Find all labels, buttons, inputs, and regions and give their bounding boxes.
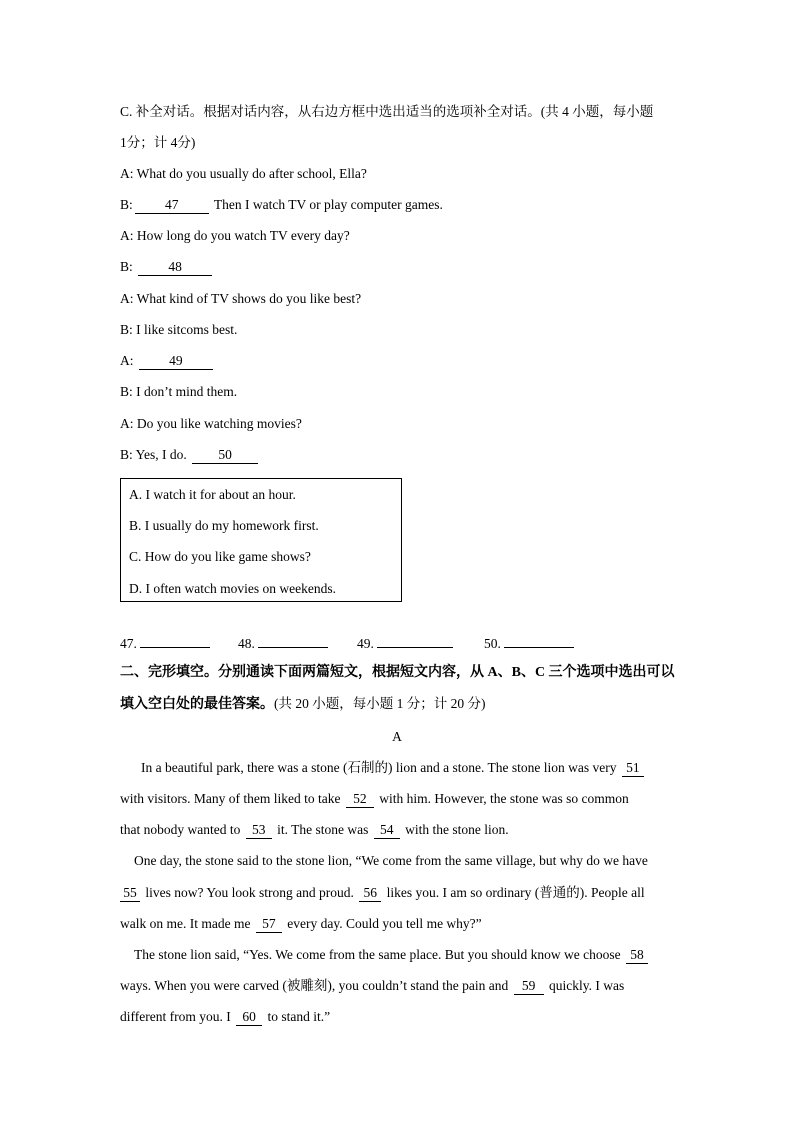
option-a: A. I watch it for about an hour. [129,487,296,502]
dialogue-line-3: A: How long do you watch TV every day? [120,228,350,243]
passage-text: The stone lion said, “Yes. We come from the same place. But you should know we choose [134,947,621,962]
blank-59[interactable]: 59 [514,978,544,995]
passage-text: to stand it.” [267,1009,331,1024]
answer-line[interactable] [258,632,328,648]
passage-text: ways. When you were carved (被雕刻), you couldn’t stand the pain and [120,978,509,993]
speaker-label: B: [120,259,133,274]
passage-text: it. The stone was [277,822,369,837]
passage-text: In a beautiful park, there was a stone (石制的) lion and a stone. The stone lion was very [141,760,617,775]
blank-49[interactable]: 49 [139,353,213,370]
blank-52[interactable]: 52 [346,791,374,808]
dialogue-line-5: A: What kind of TV shows do you like best? [120,291,362,306]
passage-line [120,820,675,840]
blank-58[interactable]: 58 [626,947,648,964]
answer-48[interactable] [238,632,328,654]
dialogue-line-1: A: What do you usually do after school, Ella? [120,166,367,181]
passage-line [120,976,675,996]
answer-49[interactable] [357,632,453,654]
section-2-title-bold: 填入空白处的最佳答案。 [120,697,274,712]
passage-text: likes you. I am so ordinary (普通的). People all [386,885,645,900]
passage-line [120,914,675,934]
passage-text: walk on me. It made me [120,916,251,931]
passage-label: A [392,729,402,744]
dialogue-line-6: B: I like sitcoms best. [120,322,238,337]
answer-label: 49. [357,636,374,651]
dialogue-line-9: A: Do you like watching movies? [120,416,302,431]
dialogue-line-7 [120,351,215,371]
answer-label: 50. [484,636,501,651]
passage-text: that nobody wanted to [120,822,241,837]
option-c: C. How do you like game shows? [129,549,311,564]
section-2-title-rest: (共 20 小题，每小题 1 分；计 20 分) [274,696,486,711]
section-c-title-line2: 1分；计 4分) [120,135,196,150]
passage-line [134,945,675,965]
passage-line [120,883,675,903]
speaker-label: B: Yes, I do. [120,447,187,462]
answer-50[interactable] [484,632,574,654]
answer-label: 48. [238,636,255,651]
passage-line [141,758,675,778]
passage-line [120,1007,675,1027]
blank-50[interactable]: 50 [192,447,258,464]
section-2-title-line2 [120,694,486,715]
dialogue-line-4 [120,257,214,277]
answer-line[interactable] [504,632,574,648]
blank-48[interactable]: 48 [138,259,212,276]
passage-text: with the stone lion. [405,822,509,837]
answer-label: 47. [120,636,137,651]
passage-text: quickly. I was [549,978,625,993]
blank-60[interactable]: 60 [236,1009,262,1026]
blank-55[interactable]: 55 [120,885,140,902]
dialogue-line-8: B: I don’t mind them. [120,384,238,399]
passage-text: different from you. I [120,1009,231,1024]
blank-51[interactable]: 51 [622,760,644,777]
answer-line[interactable] [140,632,210,648]
passage-line [120,789,675,809]
dialogue-line-10 [120,445,260,465]
passage-text: lives now? You look strong and proud. [145,885,354,900]
passage-text: every day. Could you tell me why?” [287,916,482,931]
dialogue-text: Then I watch TV or play computer games. [213,197,443,212]
blank-54[interactable]: 54 [374,822,400,839]
passage-text: with visitors. Many of them liked to take [120,791,341,806]
answer-47[interactable] [120,632,210,654]
option-d: D. I often watch movies on weekends. [129,581,336,596]
speaker-label: B: [120,197,133,212]
passage-text: with him. However, the stone was so common [379,791,629,806]
blank-56[interactable]: 56 [359,885,381,902]
passage-line: One day, the stone said to the stone lion, “We come from the same village, but why do we have [134,853,648,868]
blank-57[interactable]: 57 [256,916,282,933]
blank-53[interactable]: 53 [246,822,272,839]
blank-47[interactable]: 47 [135,197,209,214]
answer-line[interactable] [377,632,453,648]
section-2-title-line1: 二、完形填空。分别通读下面两篇短文，根据短文内容，从 A、B、C 三个选项中选出可以 [120,665,675,680]
speaker-label: A: [120,353,134,368]
option-b: B. I usually do my homework first. [129,518,319,533]
dialogue-line-2 [120,195,443,215]
section-c-title-line1: C. 补全对话。根据对话内容，从右边方框中选出适当的选项补全对话。(共 4 小题，每小题 [120,104,654,119]
options-box [120,478,402,602]
